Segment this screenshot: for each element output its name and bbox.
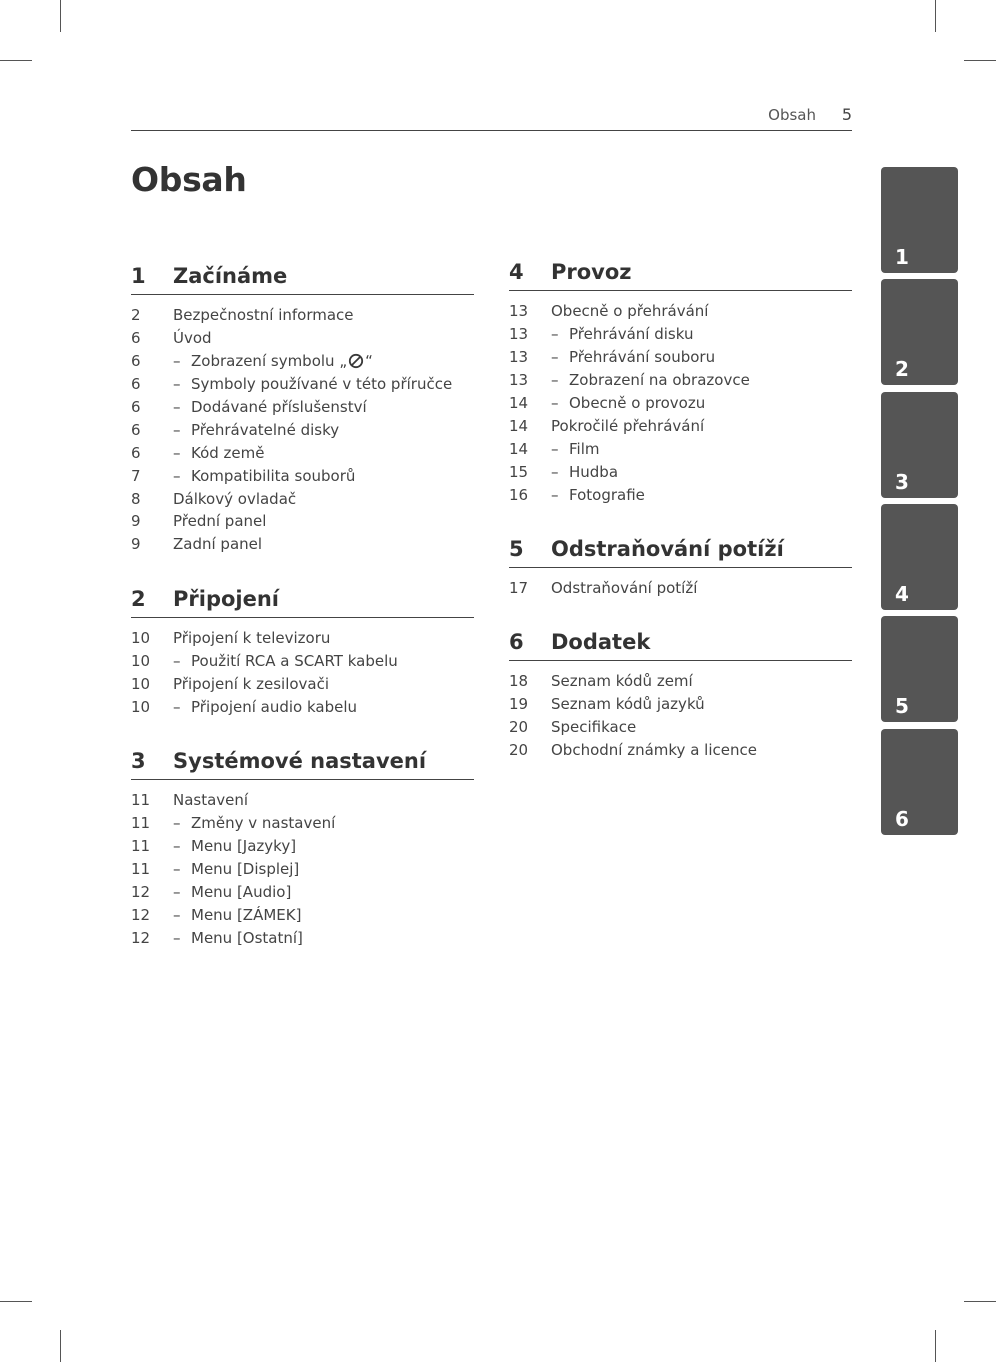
toc-subentry[interactable]	[509, 392, 852, 415]
toc-entry[interactable]	[131, 327, 474, 350]
toc-subentry[interactable]	[131, 373, 474, 396]
entry-page-number: 12	[131, 928, 151, 947]
entry-label: Obecně o přehrávání	[551, 302, 709, 321]
entry-label: Přehrávání souboru	[569, 348, 716, 367]
entry-text	[551, 348, 715, 366]
entry-text	[551, 371, 750, 389]
section-heading	[509, 260, 852, 291]
entry-dash: –	[173, 443, 181, 462]
entry-label: Zadní panel	[173, 535, 263, 554]
entry-page-number: 10	[131, 675, 151, 694]
entry-text	[173, 352, 373, 370]
entry-text	[173, 860, 299, 878]
chapter-tab-label: 3	[895, 469, 909, 494]
chapter-tab-label: 6	[895, 806, 909, 831]
toc-entry[interactable]	[509, 739, 852, 762]
section-number: 2	[131, 587, 146, 611]
entry-page-number: 13	[509, 371, 529, 390]
crop-mark	[0, 1301, 32, 1302]
toc-subentry[interactable]	[131, 858, 474, 881]
toc-section-1	[131, 264, 474, 556]
entry-text	[173, 535, 262, 553]
section-title: Systémové nastavení	[173, 749, 427, 773]
toc-subentry[interactable]	[131, 464, 474, 487]
entry-text	[551, 718, 636, 736]
entry-page-number: 6	[131, 443, 141, 462]
entry-text	[173, 791, 248, 809]
entry-label: Odstraňování potíží	[551, 579, 698, 598]
entry-label: Menu [Displej]	[191, 860, 300, 879]
entry-label: Symboly používané v této příručce	[191, 375, 453, 394]
entry-page-number: 2	[131, 306, 141, 325]
entry-dash: –	[173, 652, 181, 671]
entry-page-number: 11	[131, 860, 151, 879]
section-number: 1	[131, 264, 146, 288]
entry-dash: –	[173, 352, 181, 371]
entry-page-number: 10	[131, 698, 151, 717]
entry-page-number: 6	[131, 375, 141, 394]
entry-text-after: “	[365, 352, 373, 371]
entry-page-number: 13	[509, 302, 529, 321]
entry-text	[173, 814, 335, 832]
entry-label: Připojení audio kabelu	[191, 698, 358, 717]
entry-page-number: 14	[509, 416, 529, 435]
entry-label: Úvod	[173, 329, 212, 348]
entry-page-number: 8	[131, 489, 141, 508]
entry-label: Seznam kódů zemí	[551, 672, 693, 691]
toc-subentry[interactable]	[131, 696, 474, 719]
crop-mark	[964, 60, 996, 61]
crop-mark	[0, 60, 32, 61]
toc-subentry[interactable]	[131, 396, 474, 419]
section-title: Připojení	[173, 587, 279, 611]
toc-entry[interactable]	[509, 716, 852, 739]
toc-entry[interactable]	[131, 789, 474, 812]
entry-dash: –	[173, 398, 181, 416]
chapter-tab-2[interactable]	[881, 279, 958, 385]
section-heading	[131, 587, 474, 618]
entry-text	[551, 579, 697, 597]
entry-text	[551, 486, 645, 504]
toc-entry-list	[509, 568, 852, 600]
entry-page-number: 17	[509, 579, 529, 598]
entry-text	[173, 652, 398, 670]
toc-entry[interactable]	[131, 487, 474, 510]
entry-label: Připojení k televizoru	[173, 629, 331, 648]
entry-text	[173, 375, 452, 393]
entry-dash: –	[173, 883, 181, 901]
entry-label: Obecně o provozu	[569, 394, 706, 412]
toc-subentry[interactable]	[131, 926, 474, 949]
entry-label: Kód země	[191, 443, 265, 462]
entry-label: Zobrazení na obrazovce	[569, 371, 750, 390]
toc-entry[interactable]	[509, 414, 852, 437]
entry-dash: –	[173, 860, 181, 879]
entry-text	[173, 329, 212, 347]
entry-text	[551, 417, 704, 435]
section-title: Dodatek	[551, 630, 651, 654]
entry-label: Bezpečnostní informace	[173, 306, 354, 325]
toc-subentry[interactable]	[509, 460, 852, 483]
entry-page-number: 15	[509, 462, 529, 481]
crop-mark	[935, 1330, 936, 1362]
entry-text	[173, 444, 265, 462]
section-number: 3	[131, 749, 146, 773]
entry-label: Film	[569, 439, 600, 458]
toc-section-6	[509, 630, 852, 762]
chapter-tab-6[interactable]	[881, 729, 958, 835]
entry-text	[551, 325, 693, 343]
entry-text	[551, 672, 693, 690]
entry-text	[173, 398, 367, 416]
entry-text	[173, 490, 296, 508]
entry-text	[551, 741, 757, 759]
entry-label: Použití RCA a SCART kabelu	[191, 652, 398, 671]
toc-entry[interactable]	[131, 533, 474, 556]
entry-dash: –	[173, 466, 181, 485]
entry-page-number: 20	[509, 718, 529, 737]
entry-text-before: Zobrazení symbolu „	[191, 352, 348, 371]
entry-dash: –	[173, 928, 181, 947]
toc-subentry[interactable]	[131, 881, 474, 904]
entry-dash: –	[173, 698, 181, 717]
toc-entry-list	[131, 780, 474, 949]
entry-dash: –	[551, 485, 559, 504]
entry-page-number: 14	[509, 439, 529, 458]
entry-label: Menu [Ostatní]	[191, 928, 303, 947]
entry-page-number: 12	[131, 883, 151, 901]
toc-entry[interactable]	[509, 693, 852, 716]
entry-text	[173, 883, 291, 901]
entry-dash: –	[551, 439, 559, 458]
toc-subentry[interactable]	[131, 835, 474, 858]
toc-section-3	[131, 749, 474, 949]
entry-page-number: 14	[509, 394, 529, 412]
entry-dash: –	[173, 375, 181, 394]
entry-page-number: 6	[131, 329, 141, 348]
entry-dash: –	[551, 348, 559, 367]
chapter-tab-3[interactable]	[881, 392, 958, 498]
chapter-tab-1[interactable]	[881, 167, 958, 273]
chapter-tab-5[interactable]	[881, 616, 958, 722]
entry-text	[173, 675, 329, 693]
toc-subentry[interactable]	[509, 483, 852, 506]
entry-dash: –	[551, 394, 559, 412]
section-title: Odstraňování potíží	[551, 537, 784, 561]
section-heading	[509, 537, 852, 568]
entry-label: Změny v nastavení	[191, 814, 336, 833]
section-heading	[131, 264, 474, 295]
entry-text	[551, 440, 599, 458]
crop-mark	[60, 0, 61, 32]
entry-label: Dodávané příslušenství	[191, 398, 367, 416]
toc-subentry[interactable]	[131, 903, 474, 926]
entry-label: Přehrávatelné disky	[191, 420, 340, 439]
section-number: 4	[509, 260, 524, 284]
toc-subentry[interactable]	[131, 441, 474, 464]
entry-label: Přehrávání disku	[569, 325, 694, 344]
entry-dash: –	[551, 325, 559, 344]
toc-entry[interactable]	[509, 577, 852, 600]
toc-subentry[interactable]	[131, 650, 474, 673]
entry-page-number: 19	[509, 695, 529, 714]
entry-text	[173, 512, 266, 530]
entry-page-number: 18	[509, 672, 529, 691]
toc-subentry[interactable]	[509, 369, 852, 392]
section-heading	[131, 749, 474, 780]
section-title: Začínáme	[173, 264, 288, 288]
prohibited-symbol-icon	[348, 353, 364, 369]
entry-dash: –	[173, 814, 181, 833]
chapter-tab-label: 1	[895, 245, 909, 269]
section-heading	[509, 630, 852, 661]
entry-page-number: 9	[131, 535, 141, 554]
chapter-tab-label: 4	[895, 581, 909, 606]
section-number: 6	[509, 630, 524, 654]
toc-entry-list	[131, 618, 474, 719]
toc-subentry[interactable]	[509, 437, 852, 460]
toc-entry-list	[509, 661, 852, 762]
running-header	[131, 104, 852, 131]
toc-entry-list	[131, 295, 474, 556]
entry-label: Menu [Audio]	[191, 883, 292, 901]
entry-text	[173, 629, 330, 647]
entry-page-number: 11	[131, 837, 151, 856]
entry-page-number: 9	[131, 512, 141, 531]
toc-entry[interactable]	[509, 670, 852, 693]
crop-mark	[964, 1301, 996, 1302]
entry-label: Menu [Jazyky]	[191, 837, 297, 856]
entry-dash: –	[551, 462, 559, 481]
toc-entry[interactable]	[131, 627, 474, 650]
toc-entry[interactable]	[131, 304, 474, 327]
entry-text	[173, 306, 354, 324]
entry-text	[551, 394, 705, 412]
entry-dash: –	[173, 420, 181, 439]
entry-text	[173, 698, 357, 716]
chapter-tab-label: 5	[895, 694, 909, 719]
crop-mark	[60, 1330, 61, 1362]
section-title: Provoz	[551, 260, 632, 284]
entry-dash: –	[173, 905, 181, 924]
toc-subentry[interactable]	[131, 418, 474, 441]
section-number: 5	[509, 537, 524, 561]
toc-entry[interactable]	[509, 300, 852, 323]
entry-text	[551, 302, 708, 320]
toc-subentry[interactable]	[131, 812, 474, 835]
page-number: 5	[841, 105, 852, 124]
crop-mark	[935, 0, 936, 32]
page-title: Obsah	[131, 160, 247, 199]
toc-section-4	[509, 260, 852, 506]
running-header-title: Obsah	[768, 106, 816, 124]
toc-entry[interactable]	[131, 510, 474, 533]
entry-label: Seznam kódů jazyků	[551, 695, 705, 714]
entry-label: Dálkový ovladač	[173, 489, 297, 508]
entry-dash: –	[173, 837, 181, 856]
entry-text	[551, 463, 618, 481]
entry-page-number: 7	[131, 466, 141, 485]
entry-page-number: 13	[509, 325, 529, 344]
entry-page-number: 11	[131, 814, 151, 833]
entry-dash: –	[551, 371, 559, 390]
entry-text	[173, 467, 355, 485]
entry-label: Obchodní známky a licence	[551, 741, 757, 760]
entry-page-number: 6	[131, 420, 141, 439]
entry-label: Fotografie	[569, 485, 645, 504]
chapter-tab-4[interactable]	[881, 504, 958, 610]
chapter-tab-label: 2	[895, 357, 909, 382]
entry-label: Menu [ZÁMEK]	[191, 905, 302, 924]
toc-subentry[interactable]	[509, 323, 852, 346]
entry-page-number: 10	[131, 629, 151, 648]
entry-text	[173, 906, 301, 924]
entry-text	[551, 695, 705, 713]
entry-text	[173, 929, 303, 947]
entry-label: Pokročilé přehrávání	[551, 416, 705, 435]
entry-page-number: 16	[509, 485, 529, 504]
toc-subentry[interactable]	[509, 346, 852, 369]
toc-entry[interactable]	[131, 673, 474, 696]
entry-page-number: 6	[131, 352, 141, 371]
toc-entry-list	[509, 291, 852, 506]
entry-label: Kompatibilita souborů	[191, 466, 356, 485]
entry-label: Připojení k zesilovači	[173, 675, 330, 694]
toc-subentry[interactable]	[131, 350, 474, 373]
entry-label: Nastavení	[173, 791, 249, 810]
entry-page-number: 20	[509, 741, 529, 760]
entry-page-number: 12	[131, 905, 151, 924]
entry-label: Specifikace	[551, 718, 637, 737]
entry-page-number: 11	[131, 791, 151, 810]
entry-page-number: 6	[131, 398, 141, 416]
toc-section-2	[131, 587, 474, 719]
entry-text	[173, 421, 339, 439]
entry-label: Přední panel	[173, 512, 267, 531]
toc-section-5	[509, 537, 852, 600]
entry-page-number: 10	[131, 652, 151, 671]
entry-label: Hudba	[569, 462, 619, 481]
entry-text	[173, 837, 296, 855]
entry-page-number: 13	[509, 348, 529, 367]
